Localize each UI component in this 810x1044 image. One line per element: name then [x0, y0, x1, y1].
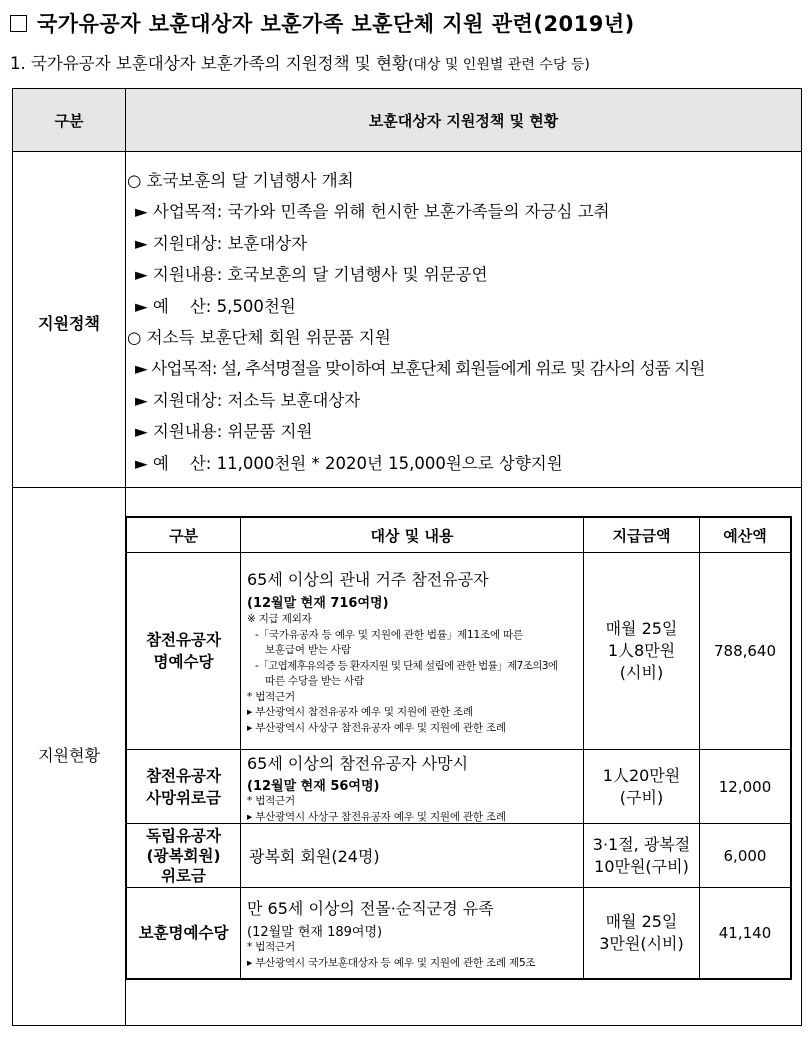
table-row-content: 65세 이상의 관내 거주 참전유공자 (12월말 현재 716여명) ※ 지급 제외자 -「국가유공자 등 예우 및 지원에 관한 법률」제11조에 따른 보훈급여 받는 사람 -「고엽제후유의증 등 환자지원 및 단체 설립에 관한 법률」제7조의3에 따른 수당을 받는 사람 * 법적근거 ▸ 부산광역시 참전유공자 예우 및 지원에 관한 조례 ▸ 부산광역시 사상구 참전유공자 예우 및 지원에 관한 조례	[247, 570, 558, 734]
col-header-category: 구분	[169, 526, 198, 545]
table-row-name: 참전유공자 사망위로금	[146, 766, 221, 807]
policy-item: ► 사업목적: 설, 추석명절을 맞이하여 보훈단체 회원들에게 위로 및 감사의 성품 지원	[135, 359, 705, 379]
section-divider	[13, 487, 801, 488]
table-row-content: 65세 이상의 참전유공자 사망시 (12월말 현재 56여명) * 법적근거 ▸ 부산광역시 사상구 참전유공자 예우 및 지원에 관한 조례	[247, 754, 506, 823]
col-divider	[240, 518, 241, 978]
table-row-amount: 매월 25일 3만원(시비)	[599, 912, 684, 953]
allowance-table	[125, 516, 792, 980]
header-category: 구분	[13, 89, 126, 151]
row-divider	[127, 978, 790, 979]
policy-list	[127, 165, 705, 479]
document-title: 국가유공자 보훈대상자 보훈가족 보훈단체 지원 관련(2019년)	[10, 8, 635, 38]
col-header-budget: 예산액	[723, 526, 767, 545]
table-header-row	[13, 89, 801, 152]
policy-item: ► 지원내용: 위문품 지원	[135, 422, 313, 442]
table-row-name: 보훈명예수당	[138, 924, 229, 942]
table-row-amount: 3·1절, 광복절 10만원(구비)	[592, 834, 691, 876]
checkbox-square-icon	[10, 15, 27, 32]
table-row-name: 참전유공자 명예수당	[146, 631, 221, 671]
col-header-amount: 지급금액	[612, 526, 671, 545]
table-row-content: 만 65세 이상의 전몰·순직군경 유족 (12월말 현재 189여명) * 법적근거 ▸ 부산광역시 국가보훈대상자 등 예우 및 지원에 관한 조례 제5조	[247, 899, 536, 969]
policy-item: ► 예 산: 5,500천원	[135, 296, 296, 316]
category-column	[13, 151, 126, 1025]
policy-item: ○ 호국보훈의 달 기념행사 개최	[127, 171, 354, 190]
table-row-budget: 12,000	[718, 777, 772, 796]
policy-item: ○ 저소득 보훈단체 회원 위문품 지원	[127, 328, 391, 348]
policy-item: ► 예 산: 11,000천원 * 2020년 15,000원으로 상향지원	[135, 453, 563, 473]
header-policy-status: 보훈대상자 지원정책 및 현황	[368, 111, 559, 130]
table-row-name: 독립유공자 (광복회원) 위로금	[146, 826, 221, 885]
policy-item: ► 지원내용: 호국보훈의 달 기념행사 및 위문공연	[135, 265, 488, 285]
table-row-budget: 41,140	[718, 924, 772, 942]
table-row-budget: 788,640	[713, 642, 777, 660]
table-row-budget: 6,000	[723, 846, 767, 865]
col-header-content: 대상 및 내용	[370, 526, 454, 545]
policy-item: ► 지원대상: 보훈대상자	[135, 233, 308, 253]
section-subtitle: 1. 국가유공자 보훈대상자 보훈가족의 지원정책 및 현황(대상 및 인원별 관련 수당 등)	[10, 54, 590, 73]
table-row-amount: 매월 25일 1人8만원 (시비)	[605, 619, 678, 682]
table-row-content: 광복회 회원(24명)	[249, 847, 380, 866]
policy-label: 지원정책	[38, 314, 100, 333]
policy-item: ► 사업목적: 국가와 민족을 위해 헌시한 보훈가족들의 자긍심 고취	[135, 202, 610, 222]
table-row-amount: 1人20만원 (구비)	[602, 765, 681, 807]
policy-item: ► 지원대상: 저소득 보훈대상자	[135, 390, 361, 410]
status-label: 지원현황	[38, 746, 100, 765]
